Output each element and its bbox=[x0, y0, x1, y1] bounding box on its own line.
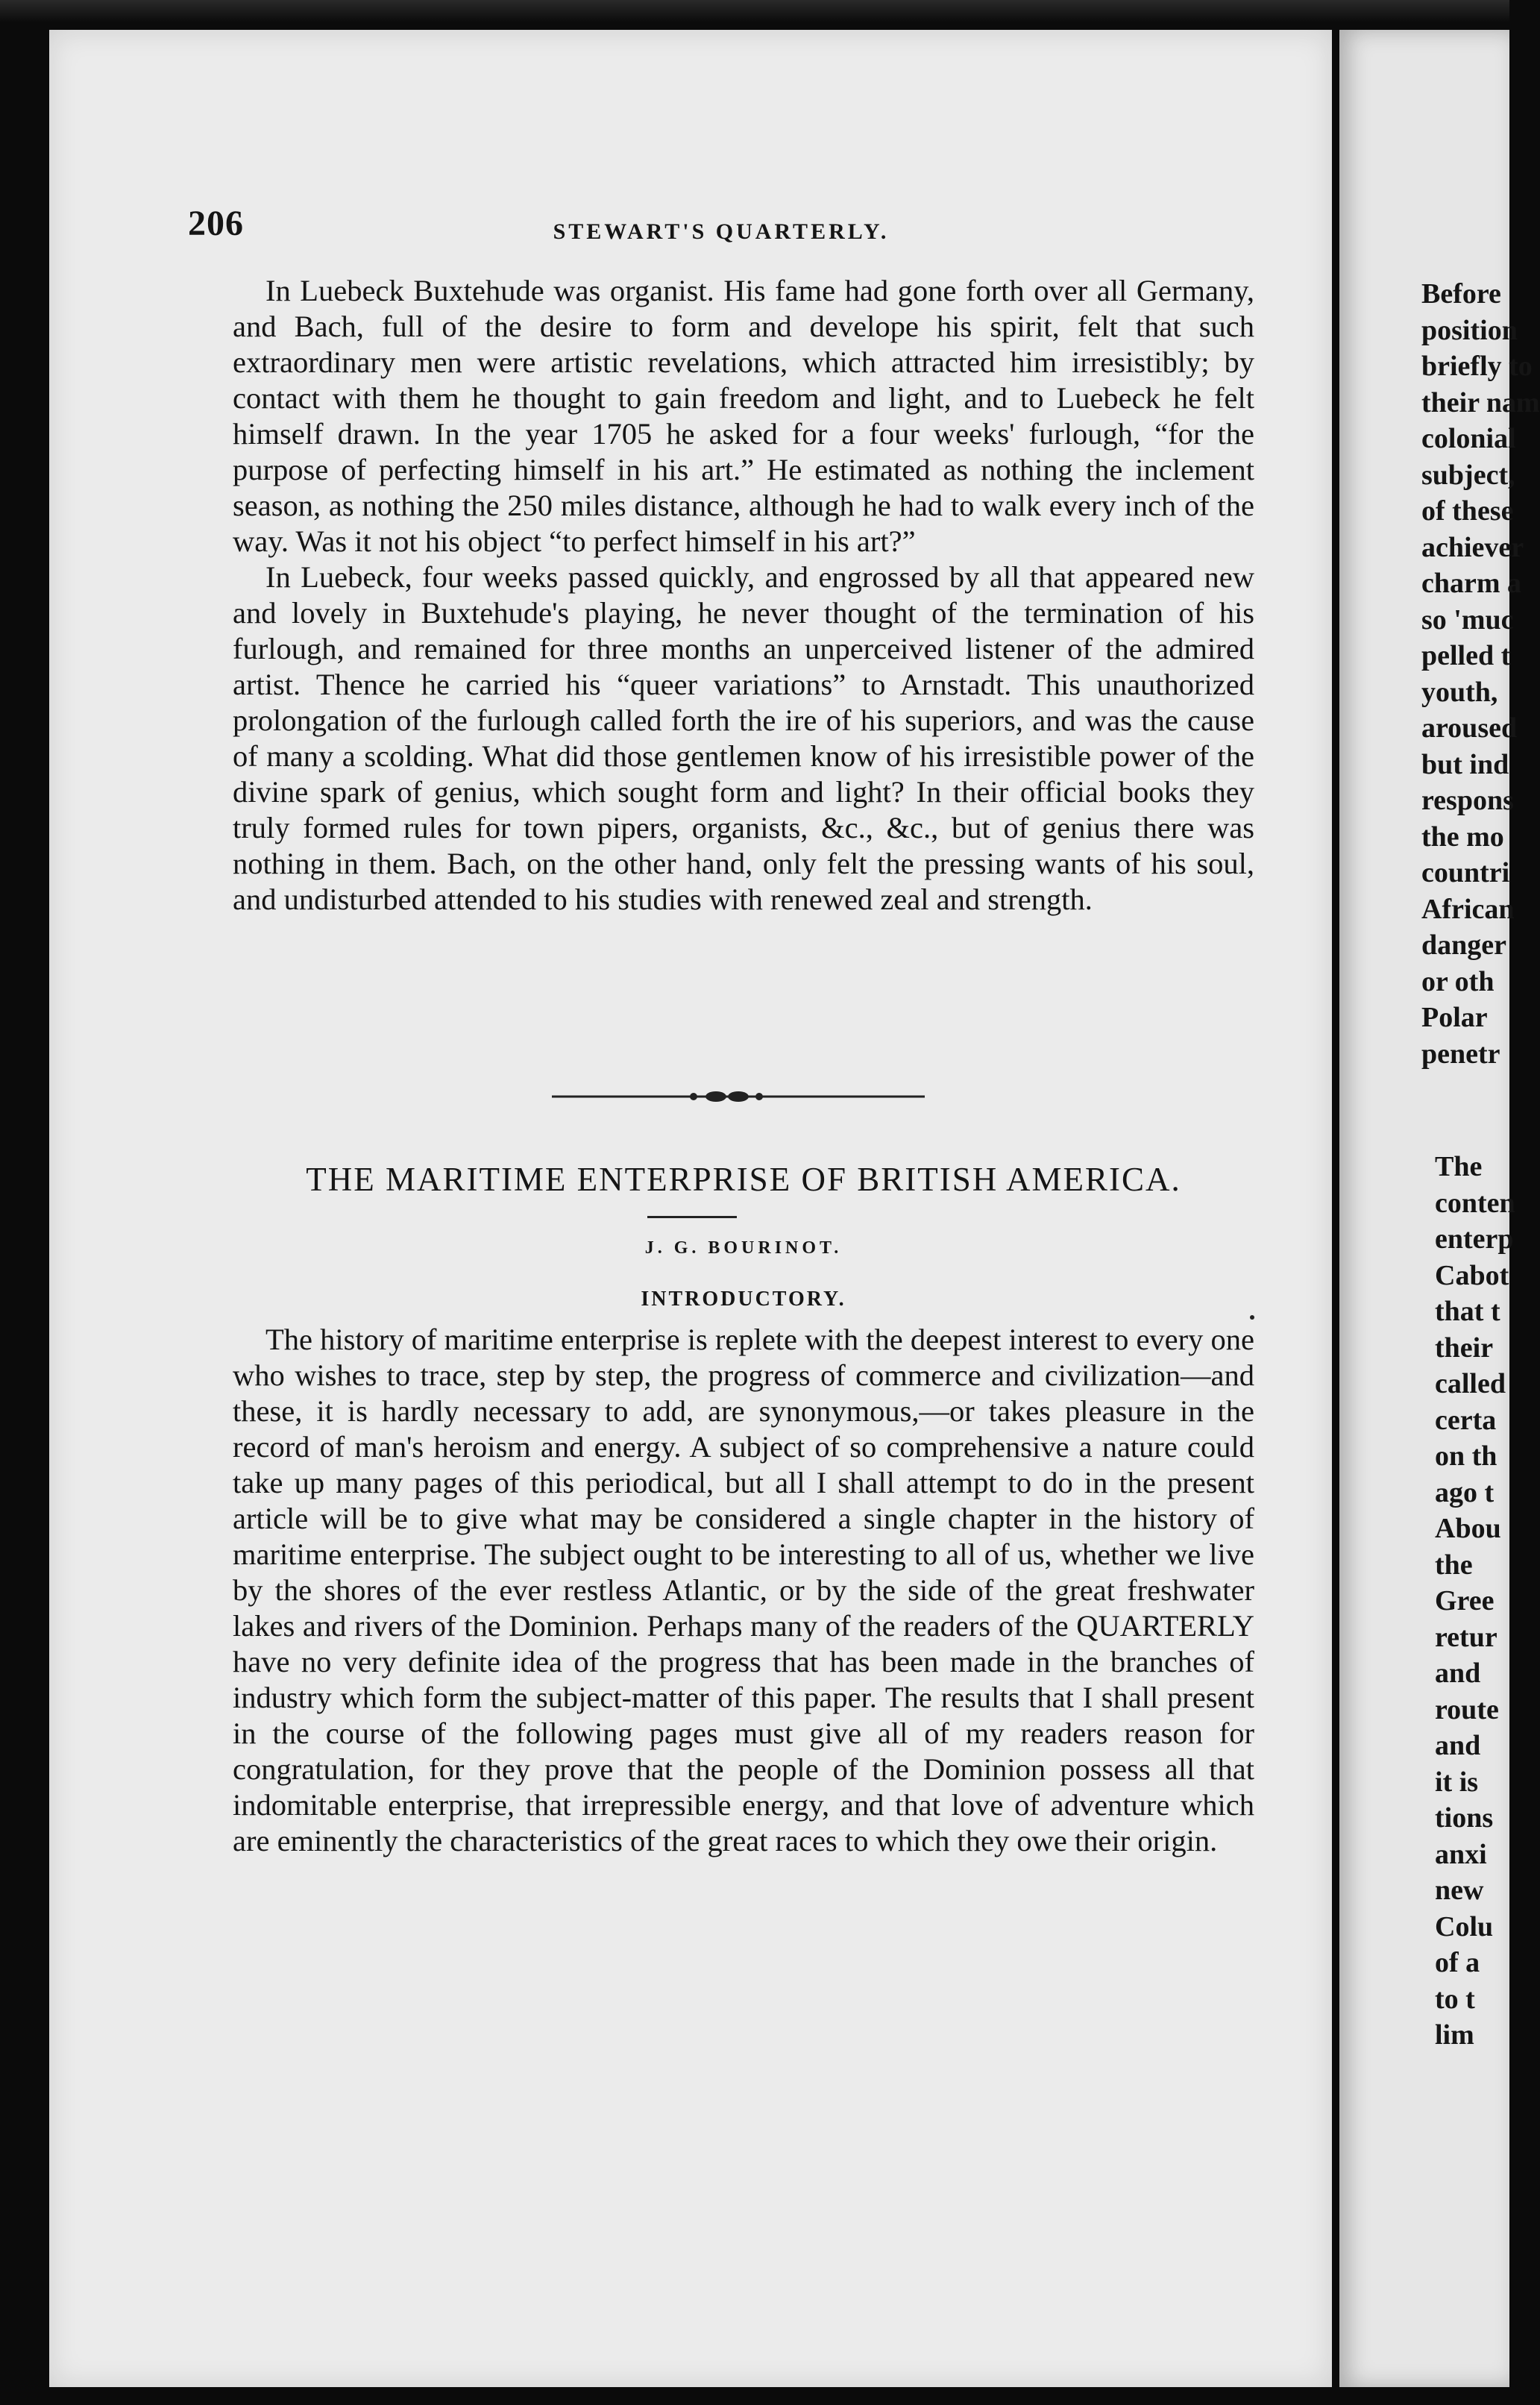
right-page-line: charm a bbox=[1421, 568, 1522, 599]
page-number: 206 bbox=[188, 204, 244, 243]
right-page-line: their bbox=[1435, 1332, 1494, 1364]
body-paragraph: In Luebeck, four weeks passed quickly, and engrossed by all that appeared new and lovely in Buxtehude's playing, he never thought of the termination of his furlough, and remained for three months an unperceived listener of the admired artist. Thence he carried his “queer variations” to Arnstadt. This unauthorized prolongation of the furlough called forth the ire of his superiors, and was the cause of many a scolding. What did those gentlemen know of his irresistible power of the divine spark of genius, which sought form and light? In their official books they truly formed rules for town pipers, organists, &c., &c., but of genius there was nothing in them. Bach, on the other hand, only felt the pressing wants of his soul, and undisturbed attended to his studies with renewed zeal and strength. bbox=[233, 560, 1254, 916]
right-page-line: that t bbox=[1435, 1296, 1500, 1327]
right-page-line: and bbox=[1435, 1658, 1481, 1689]
right-page-line: colonial bbox=[1421, 423, 1516, 454]
article-title: THE MARITIME ENTERPRISE OF BRITISH AMERICA. bbox=[306, 1161, 1181, 1198]
right-page-line: Gree bbox=[1435, 1585, 1495, 1617]
right-page-line: the mo bbox=[1421, 821, 1504, 853]
page-header bbox=[188, 203, 1254, 263]
article-body bbox=[233, 1322, 1254, 1859]
right-page-line: African bbox=[1421, 893, 1515, 925]
right-page-line: pelled t bbox=[1421, 640, 1511, 671]
right-page-line: the bbox=[1435, 1549, 1473, 1581]
right-page-line: or oth bbox=[1421, 965, 1495, 997]
right-page-line: conten bbox=[1435, 1187, 1515, 1219]
scan-top-edge bbox=[0, 0, 1509, 22]
article-author: J. G. BOURINOT. bbox=[644, 1238, 843, 1258]
section-ornament bbox=[552, 1082, 925, 1111]
section-heading: INTRODUCTORY. bbox=[641, 1288, 846, 1311]
right-page-line: briefly to bbox=[1421, 351, 1533, 382]
right-page-line: countri bbox=[1421, 857, 1510, 888]
right-page-line: so 'muc bbox=[1421, 603, 1514, 636]
bach-section bbox=[233, 273, 1254, 918]
right-page-line: their nam bbox=[1421, 386, 1540, 418]
right-page-line: Polar bbox=[1421, 1002, 1488, 1033]
running-head: STEWART'S QUARTERLY. bbox=[553, 219, 890, 244]
right-page-line: ago t bbox=[1435, 1476, 1495, 1508]
right-page-line: on th bbox=[1435, 1440, 1497, 1472]
right-page-line: anxi bbox=[1435, 1838, 1487, 1870]
title-rule bbox=[647, 1216, 737, 1218]
right-page-line: tions bbox=[1435, 1802, 1494, 1834]
right-page-line: new bbox=[1435, 1875, 1484, 1906]
right-page-line: penetr bbox=[1421, 1038, 1500, 1070]
right-page-line: retur bbox=[1435, 1621, 1497, 1653]
right-page-line: to t bbox=[1435, 1983, 1475, 2015]
right-page-column-b bbox=[1435, 1149, 1515, 2054]
right-page-line: Before bbox=[1421, 278, 1501, 310]
right-page-line: subject, bbox=[1421, 459, 1515, 491]
margin-mark bbox=[1250, 1315, 1254, 1320]
right-page-line: The bbox=[1435, 1151, 1483, 1182]
right-page-line: of these bbox=[1421, 495, 1514, 527]
right-page-line: called bbox=[1435, 1368, 1506, 1399]
right-page-line: respons bbox=[1421, 785, 1514, 816]
body-paragraph: In Luebeck Buxtehude was organist. His fame had gone forth over all Germany, and Bach, full of the desire to form and develope his spirit, felt that such extraordinary men were artistic revelations, which attracted him irresistibly; by contact with them he thought to gain freedom and light, and to Luebeck he felt himself drawn. In the year 1705 he asked for a four weeks' furlough, “for the purpose of perfecting himself in his art.” He estimated as nothing the inclement season, as nothing the 250 miles distance, although he had to walk every inch of the way. Was it not his object “to perfect himself in his art?” bbox=[233, 274, 1254, 558]
right-page-line: position bbox=[1421, 314, 1518, 346]
right-page-line: enterp bbox=[1435, 1223, 1514, 1255]
right-page-line: Cabot bbox=[1435, 1259, 1509, 1291]
right-page-line: certa bbox=[1435, 1404, 1497, 1436]
right-page-column-a bbox=[1421, 276, 1540, 1072]
right-page-line: of a bbox=[1435, 1947, 1480, 1978]
right-page-line: it is bbox=[1435, 1766, 1479, 1798]
body-paragraph: The history of maritime enterprise is replete with the deepest interest to every one who wishes to trace, step by step, the progress of commerce and civilization—and these, it is hardly necessary to add, are synonymous,—or takes pleasure in the record of man's heroism and energy. A subject of so comprehensive a nature could take up many pages of this periodical, but all I shall attempt to do in the present article will be to give what may be considered a single chapter in the history of maritime enterprise. The subject ought to be interesting to all of us, whether we live by the shores of the ever restless Atlantic, or by the side of the great freshwater lakes and rivers of the Dominion. Perhaps many of the readers of the QUARTERLY have no very definite idea of the progress that has been made in the branches of industry which form the subject-matter of this paper. The results that I shall present in the course of the following pages must give all of my readers reason for congratulation, for they prove that the people of the Dominion possess all that indomitable enterprise, that irrepressible energy, and that love of adventure which are eminently the characteristics of the great races to which they owe their origin. bbox=[233, 1323, 1254, 1857]
right-page-line: lim bbox=[1435, 2019, 1474, 2051]
right-page-line: Colu bbox=[1435, 1910, 1494, 1942]
right-page-line: and bbox=[1435, 1730, 1481, 1761]
right-page bbox=[1339, 30, 1540, 2387]
right-page-line: danger bbox=[1421, 929, 1506, 961]
right-page-line: route bbox=[1435, 1693, 1499, 1725]
right-page-line: Abou bbox=[1435, 1513, 1501, 1544]
page-gutter bbox=[1332, 30, 1339, 2387]
right-page-line: aroused bbox=[1421, 712, 1518, 744]
right-page-line: achiever bbox=[1421, 531, 1524, 563]
right-page-line: but ind bbox=[1421, 748, 1509, 780]
right-page-line: youth, bbox=[1421, 676, 1498, 708]
